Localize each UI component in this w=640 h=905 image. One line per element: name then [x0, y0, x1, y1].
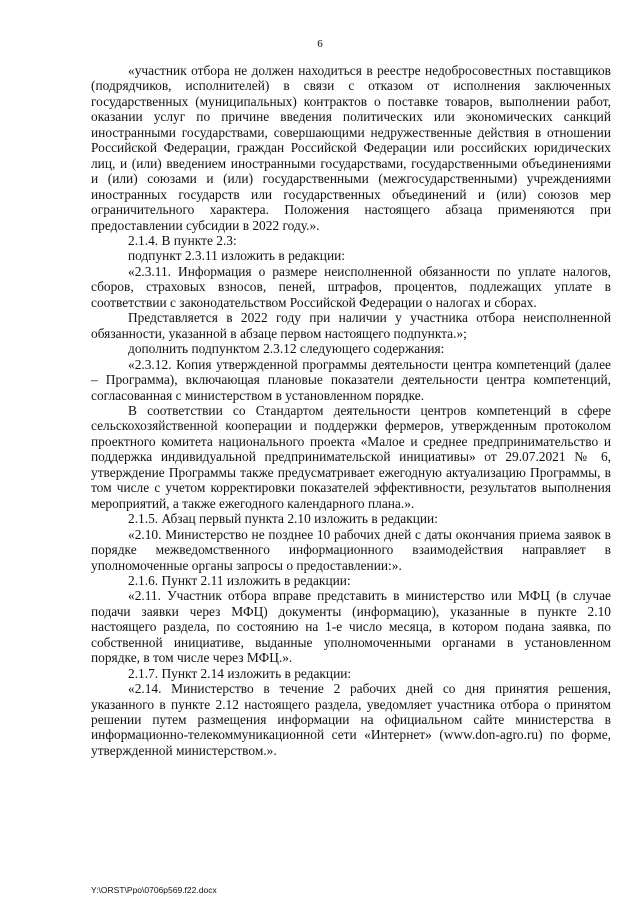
paragraph: 2.1.5. Абзац первый пункта 2.10 изложить в редакции:	[128, 511, 438, 527]
paragraph: «2.3.11. Информация о размере неисполненной обязанности по уплате налогов, сборов, страховых взносов, пеней, штрафов, процентов, подлежащих уплате в соответствии с законодательством Российской Федерации о налогах и сборах.	[91, 263, 611, 310]
paragraph: дополнить подпунктом 2.3.12 следующего содержания:	[128, 341, 445, 357]
paragraph: 2.1.4. В пункте 2.3:	[128, 232, 237, 248]
paragraph: Представляется в 2022 году при наличии у участника отбора неисполненной обязанности, указанной в абзаце первом настоящего подпункта.»;	[91, 310, 611, 341]
paragraph: «2.3.12. Копия утвержденной программы деятельности центра компетенций (далее – Программа), включающая плановые показатели деятельности центра компетенций, согласованная с министерством в установленном порядке.	[91, 356, 611, 403]
paragraph: В соответствии со Стандартом деятельности центров компетенций в сфере сельскохозяйственной кооперации и поддержки фермеров, утвержденным протоколом проектного комитета национального проекта «Малое и среднее предпринимательство и поддержка индивидуальной предпринимательской инициативы» от 29.07.2021 № 6, утверждение Программы также предусматривает ежегодную актуализацию Программы, в том числе с учетом корректировки показателей эффективности, результатов выполнения мероприятий, а также ежегодного календарного плана.».	[91, 402, 611, 511]
paragraph: 2.1.7. Пункт 2.14 изложить в редакции:	[128, 665, 352, 681]
file-path-footer: Y:\ORST\Ppo\0706p569.f22.docx	[91, 885, 217, 895]
paragraph: «2.10. Министерство не позднее 10 рабочих дней с даты окончания приема заявок в порядке межведомственного информационного взаимодействия направляет в уполномоченные органы запросы о предоставлении:».	[91, 526, 611, 573]
paragraph: «2.14. Министерство в течение 2 рабочих дней со дня принятия решения, указанного в пункте 2.12 настоящего раздела, уведомляет участника отбора о принятом решении путем размещения информации на официальном сайте министерства в информационно-телекоммуникационной сети «Интернет» (www.don-agro.ru) по форме, утвержденной министерством.».	[91, 681, 611, 758]
paragraph: «участник отбора не должен находиться в реестре недобросовестных поставщиков (подрядчиков, исполнителей) в связи с отказом от исполнения заключенных государственных (муниципальных) контрактов о поставке товаров, выполнении работ, оказании услуг по причине введения политических или экономических санкций иностранными государствами, совершающими недружественные действия в отношении Российской Федерации, граждан Российской Федерации или российских юридических лиц, и (или) введением иностранными государствами, государственными объединениями и (или) союзами и (или) государственными (межгосударственными) учреждениями иностранных государств или государственных объединений и (или) союзов мер ограничительного характера. Положения настоящего абзаца применяются при предоставлении субсидии в 2022 году.».	[91, 63, 611, 233]
paragraph: подпункт 2.3.11 изложить в редакции:	[128, 248, 346, 264]
paragraph: 2.1.6. Пункт 2.11 изложить в редакции:	[128, 572, 351, 588]
page-number: 6	[317, 38, 323, 50]
document-body	[91, 63, 611, 758]
paragraph: «2.11. Участник отбора вправе представить в министерство или МФЦ (в случае подачи заявки через МФЦ) документы (информацию), указанные в пункте 2.10 настоящего раздела, по состоянию на 1-е число месяца, в котором подана заявка, по собственной инициативе, выданные уполномоченными органами в установленном порядке, в том числе через МФЦ.».	[91, 588, 611, 666]
